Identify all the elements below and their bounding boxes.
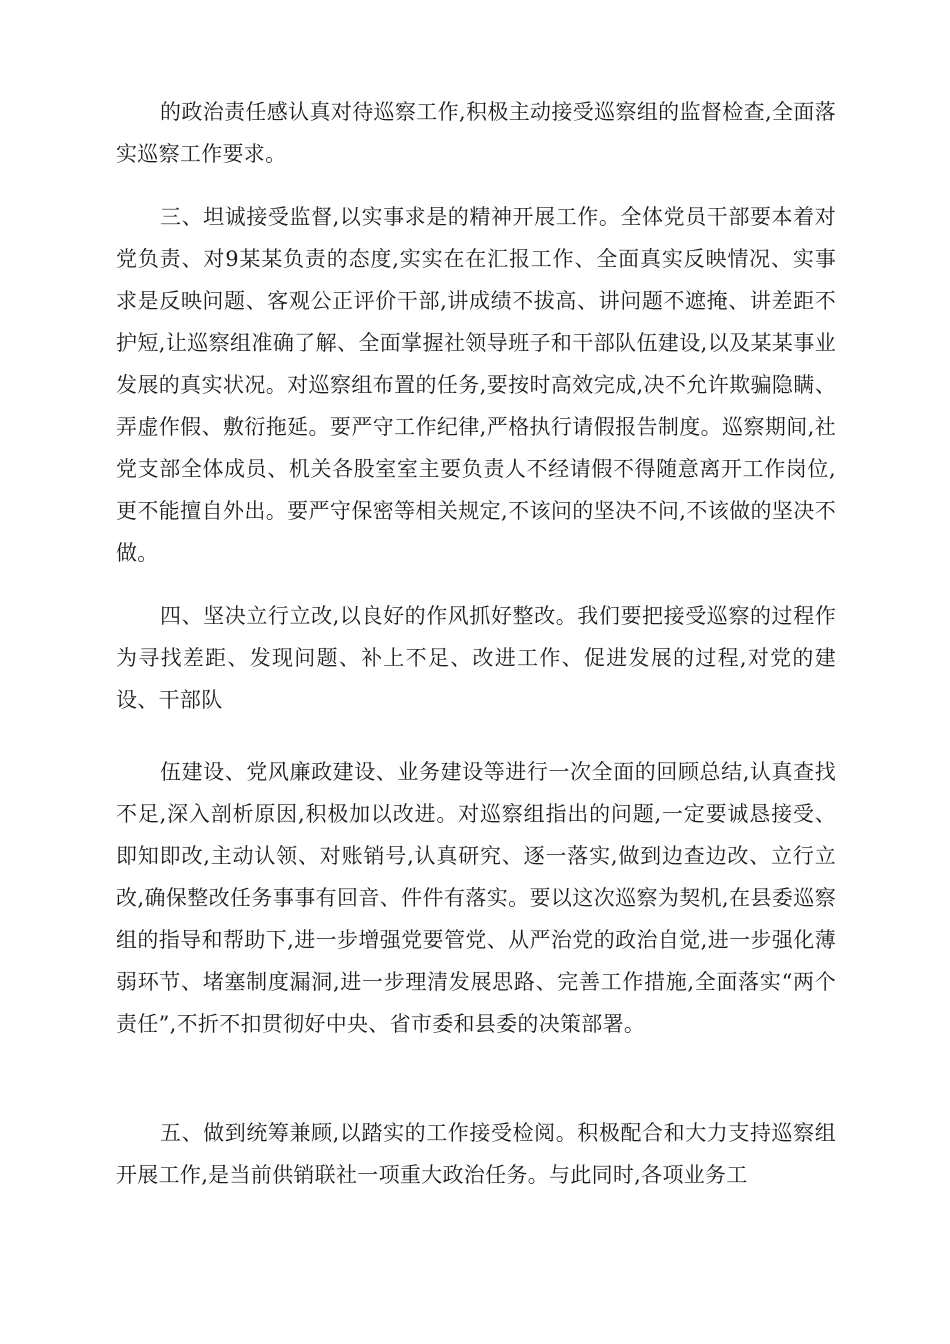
paragraph-2: 三、坦诚接受监督,以实事求是的精神开展工作。全体党员干部要本着对党负责、对9某某负责的态度,实实在在汇报工作、全面真实反映情况、实事求是反映问题、客观公正评价干部,讲成绩不拔高、讲问题不遮掩、讲差距不护短,让巡察组准确了解、全面掌握社领导班子和干部队伍建设,以及某某事业发展的真实状况。对巡察组布置的任务,要按时高效完成,决不允许欺骗隐瞒、弄虚作假、敷衍拖延。要严守工作纪律,严格执行请假报告制度。巡察期间,社党支部全体成员、机关各股室室主要负责人不经请假不得随意离开工作岗位,更不能擅自外出。要严守保密等相关规定,不该问的坚决不问,不该做的坚决不做。 <box>116 205 836 565</box>
paragraph-1-block <box>116 91 836 175</box>
paragraph-2-block <box>116 196 836 574</box>
paragraph-5-block <box>116 1112 836 1196</box>
paragraph-1: 的政治责任感认真对待巡察工作,积极主动接受巡察组的监督检查,全面落实巡察工作要求。 <box>116 100 836 166</box>
paragraph-3: 四、坚决立行立改,以良好的作风抓好整改。我们要把接受巡察的过程作为寻找差距、发现问题、补上不足、改进工作、促进发展的过程,对党的建设、干部队 <box>116 604 836 712</box>
paragraph-5: 五、做到统筹兼顾,以踏实的工作接受检阅。积极配合和大力支持巡察组开展工作,是当前供销联社一项重大政治任务。与此同时,各项业务工 <box>116 1121 836 1187</box>
paragraph-4: 伍建设、党风廉政建设、业务建设等进行一次全面的回顾总结,认真查找不足,深入剖析原因,积极加以改进。对巡察组指出的问题,一定要诚恳接受、即知即改,主动认领、对账销号,认真研究、逐一落实,做到边查边改、立行立改,确保整改任务事事有回音、件件有落实。要以这次巡察为契机,在县委巡察组的指导和帮助下,进一步增强党要管党、从严治党的政治自觉,进一步强化薄弱环节、堵塞制度漏洞,进一步理清发展思路、完善工作措施,全面落实“两个责任”,不折不扣贯彻好中央、省市委和县委的决策部署。 <box>116 760 836 1036</box>
paragraph-4-block <box>116 751 836 1045</box>
paragraph-3-block <box>116 595 836 721</box>
